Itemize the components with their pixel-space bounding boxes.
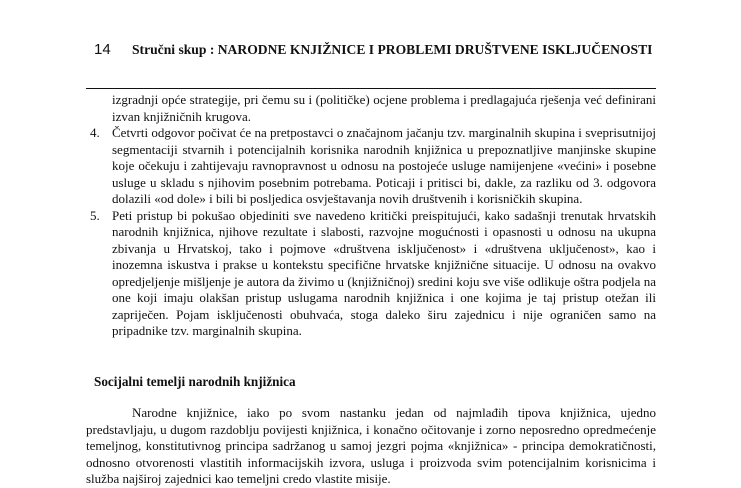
list-item-number: 4. (90, 125, 100, 140)
section-paragraph-text: Narodne knjižnice, iako po svom nastanku jedan od najmlađih tipova knjižnica, ujedno predstavljaju, u dugom razdoblju povijesti knjižnica, i konačno očitovanje i zorno neposredno opredmećenje temeljnog, konstitutivnog principa sadržanog u samoj jezgri pojma «knjižnica» - principa demokratičnosti, odnosno otvorenosti vlastitih informacijskih izvora, usluga i proizvoda svim potencijalnim korisnicima i služba najširoj zajednici kao temeljni credo vlastite misije. (86, 405, 656, 486)
list-item-text: Peti pristup bi pokušao objediniti sve navedeno kritički preispitujući, kako sadašnji trenutak hrvatskih narodnih knjižnica, njihove rezultate i slabosti, razvojne mogućnosti i opasnosti u odnosu na ukupna zbivanja u Hrvatskoj, tako i pojmove «društvena isključenost» i «društvena uključenost», kao i inozemna iskustva i prakse u kontekstu specifične hrvatske knjižnične situacije. U odnosu na ovakvo opredjeljenje mišljenje je autora da živimo u (knjižničnoj) sredini koju sve više odlikuje oštra podjela na one koji imaju olakšan pristup uslugama narodnih knjižnica i one kojima je taj pristup otežan ili zapriječen. Pojam isključenosti obuhvaća, stoga daleko širu zajednicu i nije ograničen samo na pripadnike tzv. marginalnih skupina. (112, 207, 656, 338)
list-item-5 (86, 208, 656, 340)
header-rule (86, 88, 656, 89)
section-paragraph (86, 405, 656, 488)
list-item-text: Četvrti odgovor počivat će na pretpostavci o značajnom jačanju tzv. marginalnih skupina i sveprisutnijoj segmentaciji stvarnih i potencijalnih korisnika narodnih knjižnica u prepoznatljive manjinske skupine koje očekuju i zahtijevaju ravnopravnost u odnosu na postojeće usluge namijenjene «većini» i posebne usluge u skladu s njihovim posebnim potrebama. Poticaji i pritisci bi, dakle, za razliku od 3. odgovora dolazili «od dole» i bili bi posljedica osvještavanja novih društvenih i korisničkih skupina. (112, 125, 656, 206)
list-item-number: 5. (90, 207, 100, 223)
list-item-4 (86, 125, 656, 208)
numbered-list (86, 92, 656, 340)
list-item-continuation (86, 92, 656, 125)
continuation-text: izgradnji opće strategije, pri čemu su i (političke) ocjene problema i predlagajuća rješenja već definirani izvan knjižničnih krugova. (112, 92, 656, 124)
running-title: Stručni skup : NARODNE KNJIŽNICE I PROBLEMI DRUŠTVENE ISKLJUČENOSTI (132, 42, 653, 57)
page-header (94, 41, 652, 58)
section-heading: Socijalni temelji narodnih knjižnica (94, 374, 296, 389)
page-number: 14 (94, 41, 111, 58)
